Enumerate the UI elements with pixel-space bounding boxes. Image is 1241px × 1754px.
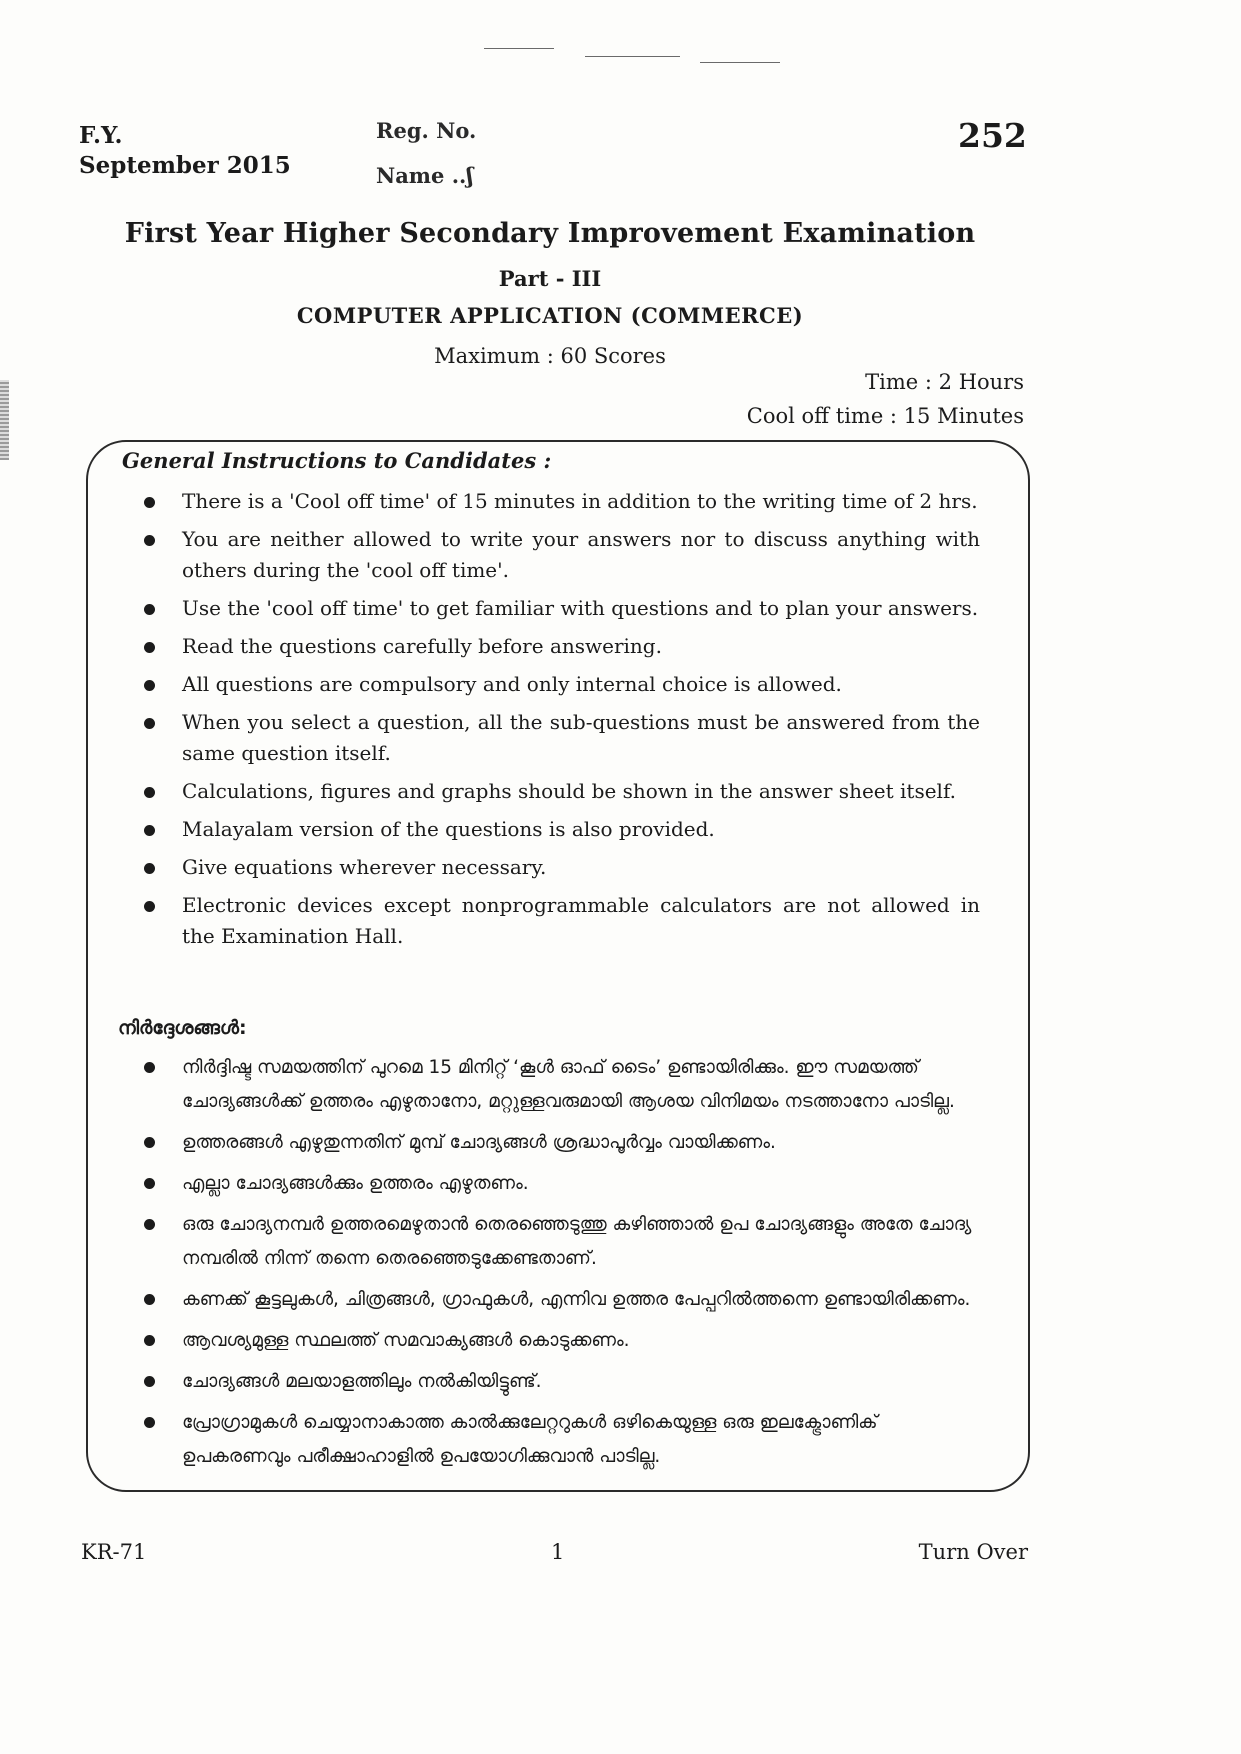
- bullet-icon: [144, 1178, 155, 1189]
- list-item: ആവശ്യമുള്ള സ്ഥലത്ത് സമവാക്യങ്ങൾ കൊടുക്കണം.: [150, 1324, 980, 1358]
- list-item: ഒരു ചോദ്യനമ്പർ ഉത്തരമെഴുതാൻ തെരഞ്ഞെടുത്തു കഴിഞ്ഞാൽ ഉപ ചോദ്യങ്ങളും അതേ ചോദ്യ നമ്പരിൽ നിന്ന് തന്നെ തെരഞ്ഞെടുക്കേണ്ടതാണ്.: [150, 1208, 980, 1276]
- footer-code: KR-71: [81, 1540, 147, 1564]
- scan-mark: [585, 56, 680, 57]
- malayalam-instructions-title: നിർദ്ദേശങ്ങൾ:: [118, 1017, 247, 1039]
- instructions-title: General Instructions to Candidates :: [122, 448, 552, 473]
- english-instructions: [150, 486, 980, 959]
- list-item: ചോദ്യങ്ങൾ മലയാളത്തിലും നൽകിയിട്ടുണ്ട്.: [150, 1365, 980, 1399]
- scan-mark: [700, 62, 780, 63]
- exam-session: September 2015: [79, 152, 291, 179]
- bullet-icon: [144, 1376, 155, 1387]
- list-item: Electronic devices except nonprogrammable calculators are not allowed in the Examination Hall.: [150, 890, 980, 952]
- bullet-icon: [144, 1417, 155, 1428]
- list-item: When you select a question, all the sub-questions must be answered from the same question itself.: [150, 707, 980, 769]
- list-item: You are neither allowed to write your answers nor to discuss anything with others during the 'cool off time'.: [150, 524, 980, 586]
- bullet-icon: [144, 1294, 155, 1305]
- list-item: ഉത്തരങ്ങൾ എഴുതുന്നതിന് മുമ്പ് ചോദ്യങ്ങൾ ശ്രദ്ധാപൂർവ്വം വായിക്കണം.: [150, 1126, 980, 1160]
- page-number: 1: [551, 1540, 565, 1564]
- list-item: There is a 'Cool off time' of 15 minutes in addition to the writing time of 2 hrs.: [150, 486, 980, 517]
- bullet-icon: [144, 642, 155, 653]
- list-item: Read the questions carefully before answering.: [150, 631, 980, 662]
- bullet-icon: [144, 1335, 155, 1346]
- bullet-icon: [144, 787, 155, 798]
- paper-code: 252: [958, 116, 1027, 155]
- exam-title: First Year Higher Secondary Improvement Examination: [124, 218, 976, 249]
- reg-no-label: Reg. No.: [376, 118, 477, 143]
- bullet-icon: [144, 680, 155, 691]
- fy-label: F.Y.: [79, 122, 123, 149]
- list-item: Calculations, figures and graphs should be shown in the answer sheet itself.: [150, 776, 980, 807]
- bullet-icon: [144, 497, 155, 508]
- list-item: പ്രോഗ്രാമുകൾ ചെയ്യാനാകാത്ത കാൽക്കുലേറ്ററുകൾ ഒഴികെയുള്ള ഒരു ഇലക്ട്രോണിക് ഉപകരണവും പരീക്ഷാഹാളിൽ ഉപയോഗിക്കുവാൻ പാടില്ല.: [150, 1406, 980, 1474]
- bullet-icon: [144, 1137, 155, 1148]
- bullet-icon: [144, 1062, 155, 1073]
- bullet-icon: [144, 604, 155, 615]
- malayalam-instructions: [150, 1051, 980, 1481]
- scan-edge: [0, 380, 9, 460]
- bullet-icon: [144, 1219, 155, 1230]
- exam-part: Part - III: [498, 266, 602, 291]
- scan-mark: [484, 48, 554, 49]
- bullet-icon: [144, 535, 155, 546]
- list-item: കണക്ക് കൂട്ടലുകൾ, ചിത്രങ്ങൾ, ഗ്രാഫുകൾ, എന്നിവ ഉത്തര പേപ്പറിൽത്തന്നെ ഉണ്ടായിരിക്കണം.: [150, 1283, 980, 1317]
- turn-over: Turn Over: [918, 1540, 1028, 1564]
- bullet-icon: [144, 901, 155, 912]
- list-item: Give equations wherever necessary.: [150, 852, 980, 883]
- list-item: എല്ലാ ചോദ്യങ്ങൾക്കും ഉത്തരം എഴുതണം.: [150, 1167, 980, 1201]
- name-label: Name ..ʃ: [376, 163, 474, 188]
- list-item: Use the 'cool off time' to get familiar with questions and to plan your answers.: [150, 593, 980, 624]
- bullet-icon: [144, 825, 155, 836]
- max-score: Maximum : 60 Scores: [434, 344, 666, 368]
- list-item: All questions are compulsory and only internal choice is allowed.: [150, 669, 980, 700]
- list-item: Malayalam version of the questions is also provided.: [150, 814, 980, 845]
- cool-off-time: Cool off time : 15 Minutes: [746, 404, 1024, 428]
- exam-subject: COMPUTER APPLICATION (COMMERCE): [296, 303, 804, 328]
- bullet-icon: [144, 863, 155, 874]
- exam-time: Time : 2 Hours: [865, 370, 1024, 394]
- bullet-icon: [144, 718, 155, 729]
- list-item: നിർദ്ദിഷ്ട സമയത്തിന് പുറമെ 15 മിനിറ്റ് ‘കൂൾ ഓഫ് ടൈം’ ഉണ്ടായിരിക്കും. ഈ സമയത്ത് ചോദ്യങ്ങൾക്ക് ഉത്തരം എഴുതാനോ, മറ്റുള്ളവരുമായി ആശയ വിനിമയം നടത്താനോ പാടില്ല.: [150, 1051, 980, 1119]
